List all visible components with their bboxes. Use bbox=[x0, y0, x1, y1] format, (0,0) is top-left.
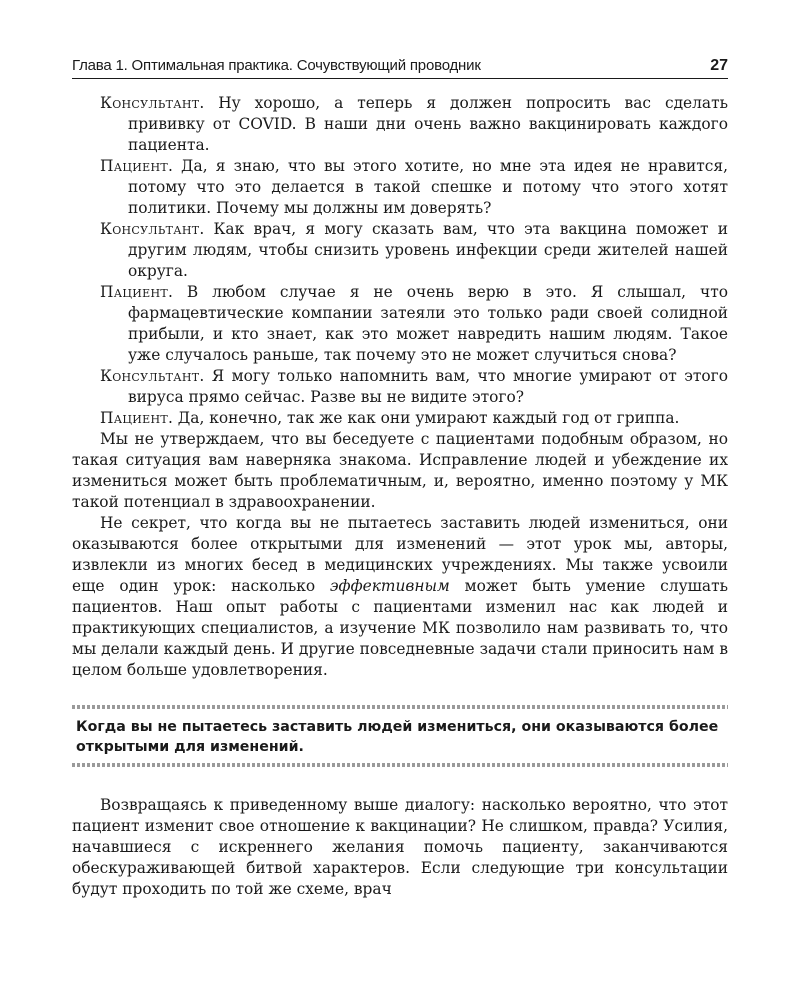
dialogue-text: . Да, конечно, так же как они умирают каждый год от гриппа. bbox=[168, 409, 680, 427]
paragraph-text: Не секрет, что когда вы не пытаетесь заставить людей измениться, они оказываются более открытыми для изменений — этот урок мы, авторы, извлекли из многих бесед в медицинских учреждениях. Мы также усвоили еще один урок: насколько bbox=[72, 514, 728, 595]
page-content bbox=[72, 93, 728, 900]
speaker-label: Пациент bbox=[100, 157, 168, 175]
dialogue-text: . Да, я знаю, что вы этого хотите, но мне эта идея не нравится, потому что это делается в такой спешке и потому что этого хотят политики. Почему мы должны им доверять? bbox=[128, 157, 728, 217]
pull-quote bbox=[72, 695, 728, 777]
book-page bbox=[72, 52, 728, 900]
dialogue-line bbox=[100, 282, 728, 366]
speaker-label: Пациент bbox=[100, 283, 168, 301]
dialogue-line bbox=[100, 93, 728, 156]
dialogue-block bbox=[72, 93, 728, 429]
page-number: 27 bbox=[710, 57, 728, 74]
dialogue-line bbox=[100, 219, 728, 282]
speaker-label: Консультант bbox=[100, 94, 200, 112]
dialogue-line bbox=[100, 366, 728, 408]
speaker-label: Пациент bbox=[100, 409, 168, 427]
emphasized-word: эффективным bbox=[329, 577, 450, 595]
body-paragraph: Возвращаясь к приведенному выше диалогу: насколько вероятно, что этот пациент изменит свое отношение к вакцинации? Не слишком, правда? Усилия, начавшиеся с искреннего желания помочь пациенту, заканчиваются обескураживающей битвой характеров. Если следующие три консультации будут проходить по той же схеме, врач bbox=[72, 796, 728, 898]
pull-quote-text: Когда вы не пытаетесь заставить людей измениться, они оказываются более открытыми для изменений. bbox=[76, 719, 719, 755]
dialogue-text: . В любом случае я не очень верю в это. Я слышал, что фармацевтические компании затеяли это только ради своей солидной прибыли, и кто знает, как это может навредить нашим людям. Такое уже случалось раньше, так почему это не может случиться снова? bbox=[128, 283, 728, 364]
dialogue-text: . Я могу только напомнить вам, что многие умирают от этого вируса прямо сейчас. Разве вы не видите этого? bbox=[128, 367, 728, 406]
dashed-rule-bottom bbox=[72, 763, 728, 767]
dialogue-text: . Ну хорошо, а теперь я должен попросить вас сделать прививку от COVID. В наши дни очень важно вакцинировать каждого пациента. bbox=[128, 94, 728, 154]
body-paragraph bbox=[72, 513, 728, 681]
speaker-label: Консультант bbox=[100, 220, 200, 238]
dialogue-line bbox=[100, 408, 728, 429]
paragraph-text: может быть умение слушать пациентов. Наш опыт работы с пациентами изменил нас как людей и практикующих специалистов, а изучение МК позволило нам развивать то, что мы делали каждый день. И другие повседневные задачи стали приносить нам в целом больше удовлетворения. bbox=[72, 577, 728, 679]
dialogue-line bbox=[100, 156, 728, 219]
body-paragraph: Мы не утверждаем, что вы беседуете с пациентами подобным образом, но такая ситуация вам наверняка знакома. Исправление людей и убеждение их измениться может быть проблематичным, и, вероятно, именно поэтому у МК такой потенциал в здравоохранении. bbox=[72, 430, 728, 511]
chapter-title: Глава 1. Оптимальная практика. Сочувствующий проводник bbox=[72, 57, 481, 74]
running-header bbox=[72, 52, 728, 79]
dialogue-text: . Как врач, я могу сказать вам, что эта вакцина поможет и другим людям, чтобы снизить уровень инфекции среди жителей нашей округа. bbox=[128, 220, 728, 280]
speaker-label: Консультант bbox=[100, 367, 200, 385]
